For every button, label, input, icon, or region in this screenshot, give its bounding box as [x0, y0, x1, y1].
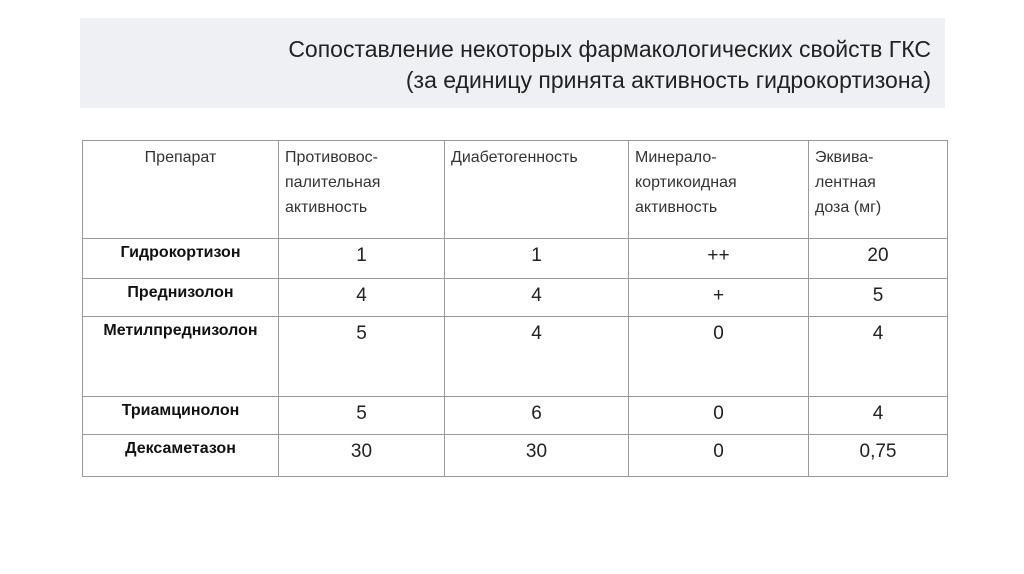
diabetogenic-value: 4 — [445, 279, 629, 317]
table-header-row — [83, 141, 948, 239]
header-equivalent-dose: Эквива- лентная доза (мг) — [809, 141, 948, 239]
drug-name: Метилпреднизолон — [83, 317, 279, 397]
diabetogenic-value: 30 — [445, 435, 629, 477]
anti-inflammatory-value: 5 — [279, 317, 445, 397]
mineralocorticoid-value: 0 — [629, 435, 809, 477]
diabetogenic-value: 4 — [445, 317, 629, 397]
header-mineralocorticoid: Минерало- кортикоидная активность — [629, 141, 809, 239]
anti-inflammatory-value: 30 — [279, 435, 445, 477]
title-box — [80, 18, 945, 108]
header-drug: Препарат — [83, 141, 279, 239]
header-anti-inflammatory: Противовос- палительная активность — [279, 141, 445, 239]
table-row — [83, 239, 948, 279]
drug-name: Дексаметазон — [83, 435, 279, 477]
diabetogenic-value: 1 — [445, 239, 629, 279]
header-diabetogenic: Диабетогенность — [445, 141, 629, 239]
slide-title-line-1: Сопоставление некоторых фармакологических свойств ГКС — [288, 36, 931, 62]
slide-title-line-2: (за единицу принята активность гидрокортизона) — [405, 67, 931, 93]
mineralocorticoid-value: + — [629, 279, 809, 317]
drug-name: Преднизолон — [83, 279, 279, 317]
diabetogenic-value: 6 — [445, 397, 629, 435]
dose-value: 4 — [809, 317, 948, 397]
anti-inflammatory-value: 4 — [279, 279, 445, 317]
table-row — [83, 397, 948, 435]
dose-value: 20 — [809, 239, 948, 279]
table-row — [83, 279, 948, 317]
dose-value: 5 — [809, 279, 948, 317]
anti-inflammatory-value: 1 — [279, 239, 445, 279]
anti-inflammatory-value: 5 — [279, 397, 445, 435]
dose-value: 0,75 — [809, 435, 948, 477]
mineralocorticoid-value: ++ — [629, 239, 809, 279]
table-row — [83, 435, 948, 477]
mineralocorticoid-value: 0 — [629, 397, 809, 435]
dose-value: 4 — [809, 397, 948, 435]
drug-name: Триамцинолон — [83, 397, 279, 435]
table-row — [83, 317, 948, 397]
drug-name: Гидрокортизон — [83, 239, 279, 279]
mineralocorticoid-value: 0 — [629, 317, 809, 397]
comparison-table — [82, 140, 948, 477]
